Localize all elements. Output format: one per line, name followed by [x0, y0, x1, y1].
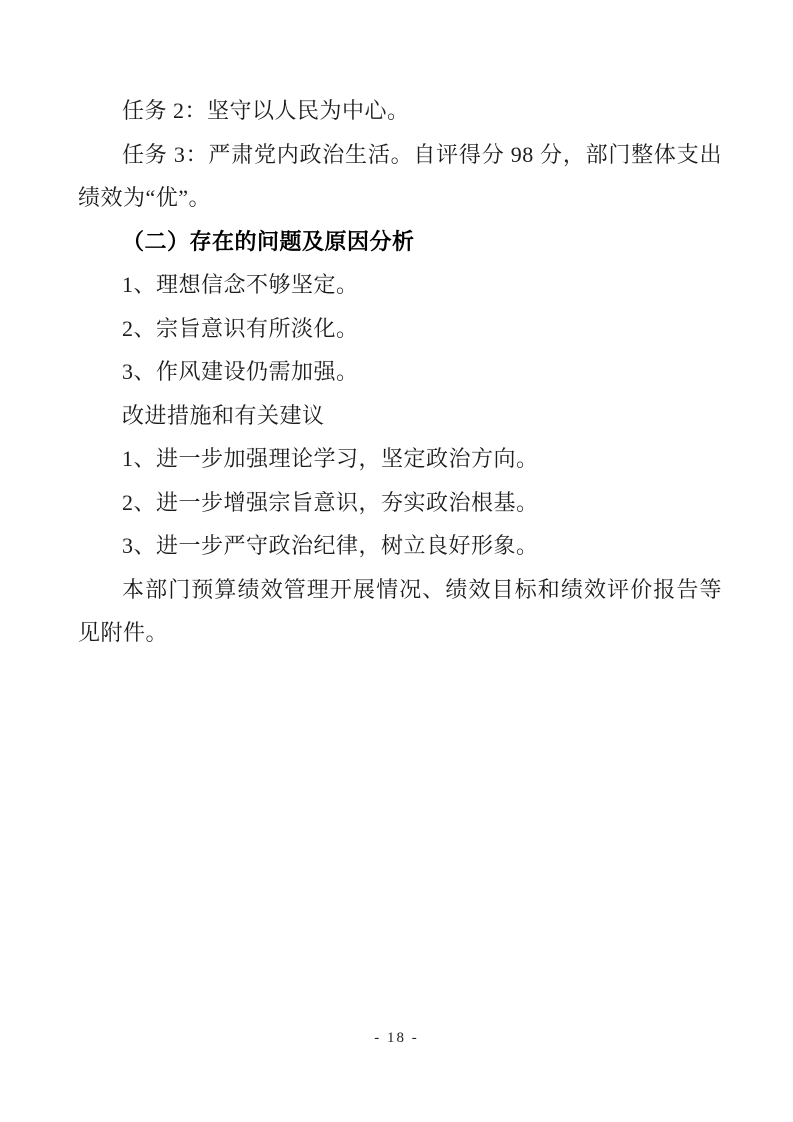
page-footer: [0, 1028, 793, 1048]
page-number: - 18 -: [374, 1030, 419, 1046]
document-content: [78, 89, 722, 655]
paragraph-problem-2: 2、宗旨意识有所淡化。: [122, 315, 359, 341]
paragraph-improvement-title: 改进措施和有关建议: [122, 402, 325, 428]
paragraph-problem-1: 1、理想信念不够坚定。: [122, 272, 359, 297]
paragraph-task-2: 任务 2：坚守以人民为中心。: [122, 98, 410, 123]
paragraph-problem-3: 3、作风建设仍需加强。: [122, 359, 359, 384]
section-heading-problems: （二）存在的问题及原因分析: [122, 228, 415, 254]
paragraph-measure-2: 2、进一步增强宗旨意识，夯实政治根基。: [122, 489, 539, 515]
paragraph-task-3: 任务 3：严肃党内政治生活。自评得分 98 分，部门整体支出绩效为“优”。: [78, 141, 722, 210]
paragraph-attachment-note: 本部门预算绩效管理开展情况、绩效目标和绩效评价报告等见附件。: [78, 576, 722, 645]
paragraph-measure-3: 3、进一步严守政治纪律，树立良好形象。: [122, 533, 539, 558]
paragraph-measure-1: 1、进一步加强理论学习，坚定政治方向。: [122, 446, 539, 471]
